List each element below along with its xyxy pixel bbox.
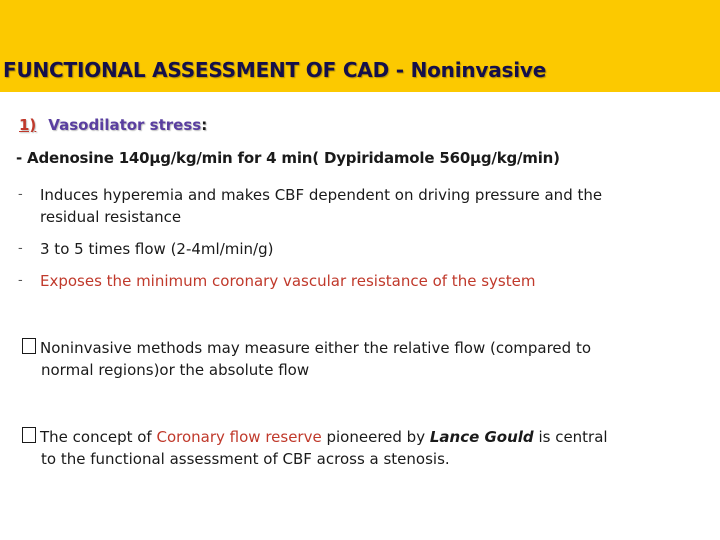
title-banner — [0, 0, 720, 92]
paragraph-text: Noninvasive methods may measure either the relative flow (compared to — [40, 339, 592, 357]
bullet-text-highlighted: Exposes the minimum coronary vascular resistance of the system — [40, 272, 536, 290]
adenosine-dose-line: - Adenosine 140µg/kg/min for 4 min( Dypiridamole 560µg/kg/min) — [16, 149, 560, 167]
list-item — [18, 184, 718, 228]
section-colon: : — [201, 116, 208, 134]
list-item — [18, 270, 718, 292]
bullet-text: Induces hyperemia and makes CBF dependent on driving pressure and the — [40, 186, 603, 204]
paragraph-text: is central — [533, 428, 608, 446]
paragraph-text: The concept of — [40, 428, 157, 446]
section-label: Vasodilator stress — [48, 116, 202, 134]
bullet-text-continued: residual resistance — [40, 208, 182, 226]
section-number: 1) — [19, 116, 37, 134]
checkbox-bullet-icon — [22, 338, 36, 354]
bullet-marker: - — [18, 241, 23, 256]
bullet-text: 3 to 5 times flow (2-4ml/min/g) — [40, 240, 274, 258]
coronary-flow-reserve-term: Coronary flow reserve — [156, 428, 322, 446]
paragraph-noninvasive-methods — [22, 337, 712, 381]
paragraph-text: pioneered by — [321, 428, 430, 446]
bullet-list — [18, 184, 718, 302]
list-item — [18, 238, 718, 260]
author-name: Lance Gould — [429, 428, 534, 446]
bullet-marker: - — [18, 187, 23, 202]
section-heading — [19, 116, 207, 134]
paragraph-text-continued: normal regions)or the absolute flow — [41, 361, 310, 379]
bullet-marker: - — [18, 273, 23, 288]
checkbox-bullet-icon — [22, 427, 36, 443]
slide-title: FUNCTIONAL ASSESSMENT OF CAD - Noninvasive — [3, 58, 547, 82]
paragraph-text-continued: to the functional assessment of CBF across a stenosis. — [41, 450, 450, 468]
paragraph-coronary-flow-reserve — [22, 426, 712, 470]
